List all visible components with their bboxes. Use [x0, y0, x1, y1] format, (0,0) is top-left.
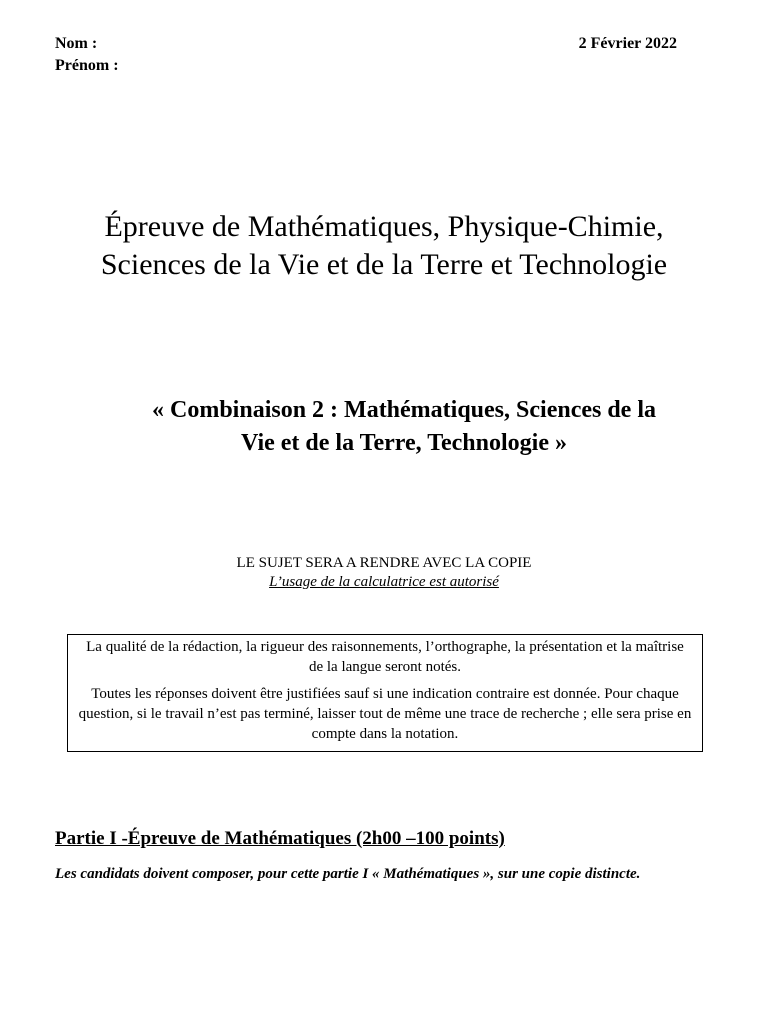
combination-title-line-1: « Combinaison 2 : Mathématiques, Sciences de la	[152, 397, 656, 423]
student-identity-block	[55, 33, 119, 77]
exam-combination-title	[40, 394, 768, 460]
exam-notice	[0, 554, 768, 592]
exam-title	[0, 208, 768, 284]
exam-title-line-2: Sciences de la Vie et de la Terre et Technologie	[100, 248, 668, 281]
instructions-box	[67, 634, 703, 752]
instructions-paragraph-2: Toutes les réponses doivent être justifiées sauf si une indication contraire est donnée. Pour chaque question, si le travail n’est pas terminé, laisser tout de même une trace de recherche ; elle sera prise en compte dans la notation.	[78, 686, 692, 742]
part-1-title: Partie I -Épreuve de Mathématiques (2h00 –100 points)	[55, 828, 505, 849]
instructions-paragraph-1: La qualité de la rédaction, la rigueur des raisonnements, l’orthographe, la présentation et la maîtrise de la langue seront notés.	[86, 639, 684, 675]
exam-title-line-1: Épreuve de Mathématiques, Physique-Chimie,	[104, 210, 664, 243]
prenom-label: Prénom :	[55, 57, 119, 74]
part-1-note: Les candidats doivent composer, pour cette partie I « Mathématiques », sur une copie distincte.	[55, 866, 641, 882]
nom-label: Nom :	[55, 35, 98, 52]
calculator-notice: L’usage de la calculatrice est autorisé	[269, 574, 499, 590]
combination-title-line-2: Vie et de la Terre, Technologie »	[241, 430, 567, 456]
exam-date: 2 Février 2022	[578, 35, 677, 52]
return-subject-notice: LE SUJET SERA A RENDRE AVEC LA COPIE	[236, 555, 532, 571]
